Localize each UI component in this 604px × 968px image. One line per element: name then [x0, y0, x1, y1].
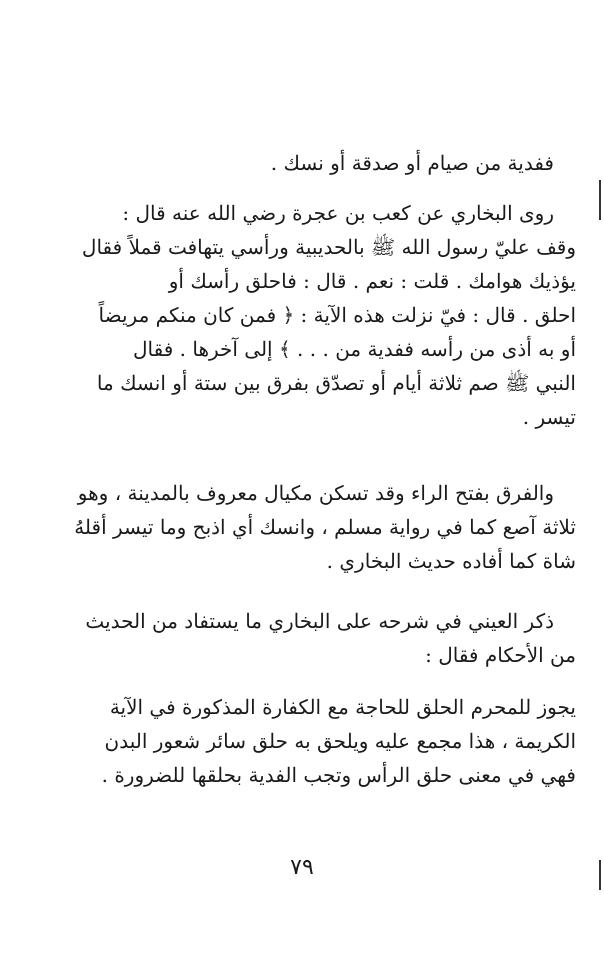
page-number: ٧٩ [290, 855, 314, 880]
text-line: فهي في معنى حلق الرأس وتجب الفدية بحلقها للضرورة . [101, 763, 576, 787]
scan-edge-mark [599, 860, 601, 890]
paragraph-al-aini [24, 604, 576, 672]
text-line: تيسر . [522, 405, 576, 429]
text-line: يجوز للمحرم الحلق للحاجة مع الكفارة المذكورة في الآية [109, 695, 576, 719]
text-line: يؤذيك هوامك . قلت : نعم . قال : فاحلق رأسك أو [168, 269, 576, 293]
text-line: روى البخاري عن كعب بن عجرة رضي الله عنه قال : [122, 201, 554, 225]
paragraph-ruling [24, 690, 576, 792]
paragraph-fidya [24, 146, 576, 180]
text-line: ثلاثة آصع كما في رواية مسلم ، وانسك أي اذبح وما تيسر أقلهُ [74, 515, 576, 539]
text-line: شاة كما أفاده حديث البخاري . [326, 549, 576, 573]
text-line: وقف عليّ رسول الله ﷺ بالحديبية ورأسي يتهافت قملاً فقال [81, 235, 576, 259]
text-line: ذكر العيني في شرحه على البخاري ما يستفاد من الحديث [85, 609, 554, 633]
text-line: الكريمة ، هذا مجمع عليه ويلحق به حلق سائر شعور البدن [104, 729, 576, 753]
paragraph-hadith-kaab [24, 196, 576, 434]
text-line: ففدية من صيام أو صدقة أو نسك . [270, 151, 554, 175]
text-line: احلق . قال : فيّ نزلت هذه الآية : ﴿ فمن كان منكم مريضاً [98, 303, 576, 327]
text-line: النبي ﷺ صم ثلاثة أيام أو تصدّق بفرق بين ستة أو انسك ما [96, 371, 576, 395]
text-line: والفرق بفتح الراء وقد تسكن مكيال معروف بالمدينة ، وهو [77, 481, 554, 505]
text-line: من الأحكام فقال : [425, 643, 576, 667]
paragraph-faraq-explanation [24, 476, 576, 578]
scan-edge-mark [599, 180, 601, 220]
text-line: أو به أذى من رأسه ففدية من . . . ﴾ إلى آخرها . فقال [132, 337, 576, 361]
